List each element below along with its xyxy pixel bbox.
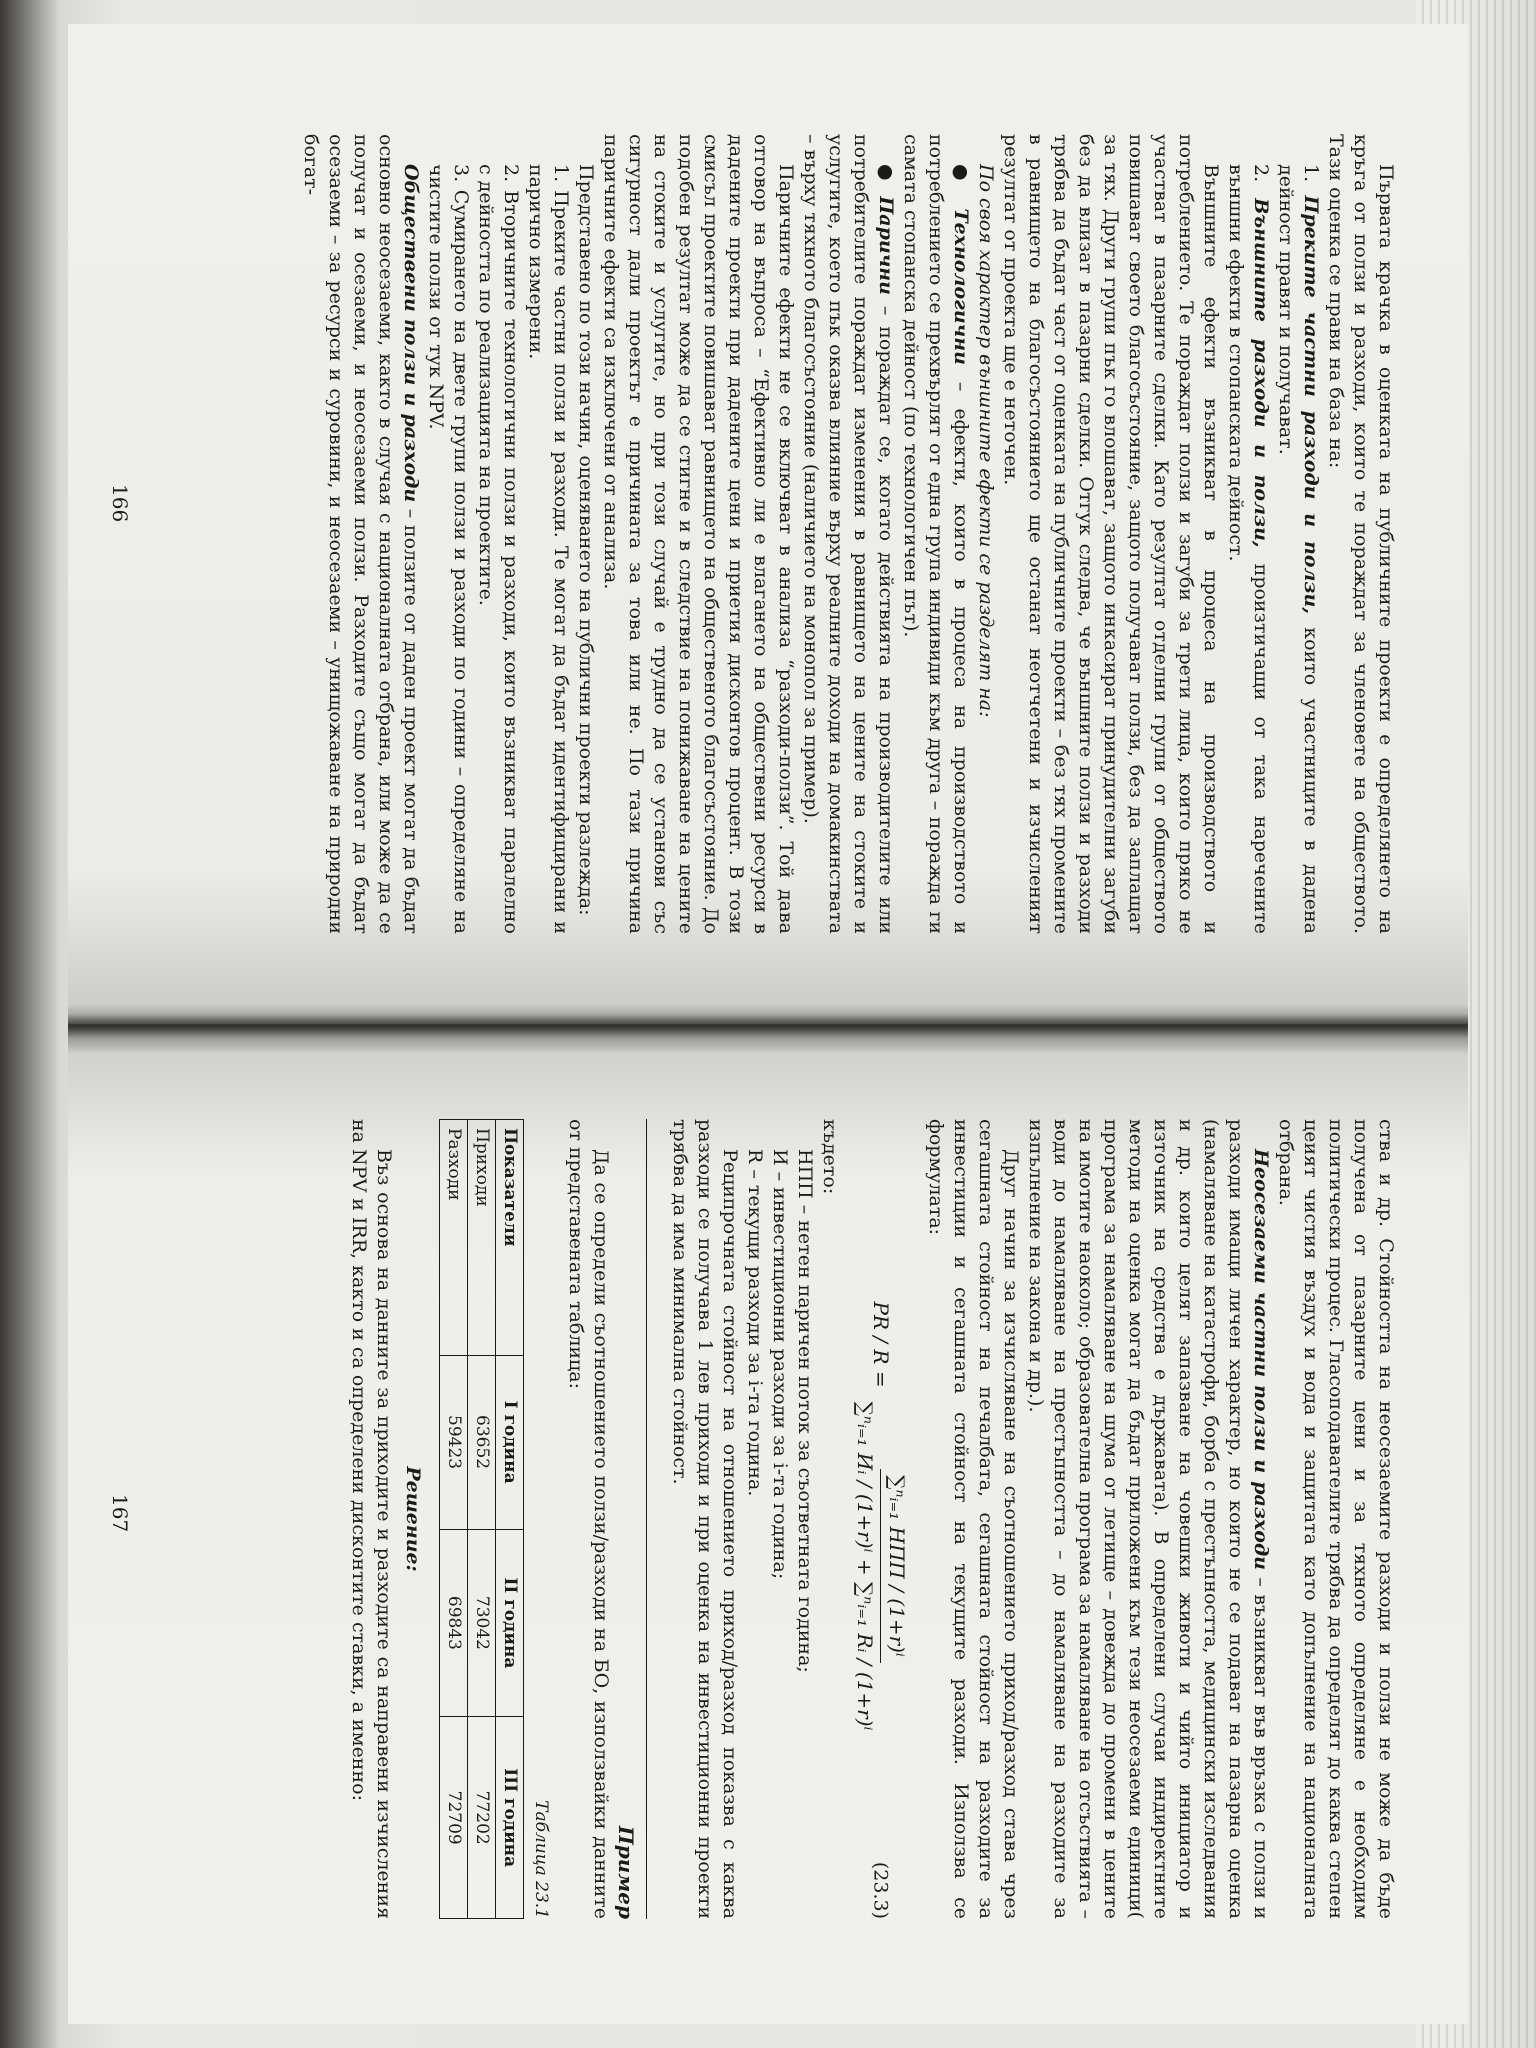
bold-term: Неосезаеми частни ползи и разходи: [1250, 1149, 1272, 1570]
table-header: I година: [496, 1355, 524, 1529]
paragraph-italic: По своя характер външните ефекти се разделят на:: [975, 164, 997, 718]
table-caption: Таблица 23.1: [531, 1800, 551, 1919]
bold-term: Обществени ползи и разходи: [400, 164, 422, 503]
paragraph: ства и др. Стойността на неосезаемите разходи и ползи не може да бъде получена от пазарните цени и за тяхното определяне е необходим политически процес. Гласоподавателите трябва да определят до каква степен цеият чистия въздух и вода и защитата като допълнение на националната отбрана.: [1275, 1119, 1397, 1919]
book-spine: [68, 1014, 1468, 1038]
paragraph: [1023, 1119, 1273, 1919]
paragraph: Външните ефекти възникват в процеса на производството и потреблението. Те пораждат ползи и загуби за трети лица, които пряко не участват в пазарните сделки. Като резултат отделни групи от обществото повишават своето благосъстояние, защото получават ползи, без да заплащат за тях. Други групи пък го влошават, защото инкасират принудителни загуби без да влизат в пазарни сделки. Отгук следва, че външните ползи и разходи трябва да бъдат част от оценката на публичните проекти – без тях промените в равнището на благосъстоянието ще останат неотчетени и изчисленият резултат от проекта ще е неточен.: [1000, 134, 1222, 934]
paragraph: Паричните ефекти не се включват в анализа “разходи-ползи”. Той дава отговор на въпроса – “Ефективно ли е влагането на обществени ресурси в дадените проекти при дадените цени и приетия дисконтов процент. В този смисъл проектите повишават равнището на общественото благосъстояние. До подобен резултат може да се стигне и в следствие на понижаване на цените на стоките и услугите, но при този случай е трудно да се установи със сигурност дали проектът е причината за това или не. По тази причина паричните ефекти са изключени от анализа.: [600, 134, 797, 934]
table-row: [468, 1120, 496, 1919]
table-cell: 63652: [468, 1355, 496, 1529]
table-header: III година: [496, 1717, 524, 1919]
table-cell: 72709: [440, 1717, 468, 1919]
list-text: които участниците в дадена дейност правят и получават.: [1275, 164, 1322, 935]
paragraph: Да се определи съотношението ползи/разходи на БО, използвайки данните от представената таблица:: [565, 1119, 612, 1919]
list-number: 1.: [1300, 164, 1322, 183]
paragraph: Реципрочната стойност на отношението приход/разход показва с каква разходи се получава 1 лев приходи и при оценка на инвестиционни проекти трябва да има минимална стойност.: [669, 1119, 741, 1919]
formula-term: ∑ⁿᵢ₌₁ Rᵢ / (1+r)ⁱ: [853, 1582, 877, 1731]
bullet-text: – ефекти, които в процеса на производството и потреблението се прехвърлят от една група индивиди към друга – поражда ги самата стопанска дейност (по технологичен път).: [900, 134, 972, 935]
paragraph: Представено по този начин, оценяването на публични проекти разлежда:: [575, 164, 597, 916]
table-cell: Разходи: [440, 1120, 468, 1356]
page-number: 166: [108, 484, 132, 523]
example-heading: Пример: [614, 1825, 638, 1919]
bullet-item: [898, 134, 973, 934]
bold-term: Външните разходи и ползи,: [1250, 198, 1272, 548]
paragraph: [298, 134, 423, 934]
bold-term: Технологични: [950, 208, 972, 365]
list-item: 2. Вторичните технологични ползи и разходи, които възникват паралелно с дейността по реализацията на проектите.: [475, 164, 522, 934]
page-number: 167: [108, 1494, 132, 1533]
list-item: [1273, 134, 1323, 934]
table-header: II година: [496, 1529, 524, 1717]
paragraph: Друг начин за изчисляване на съотношението приход/разход става чрез сегашната стойност на печалбата, сегашната стойност на разходите за инвестиции и сегашната стойност на текущите разходи. Използва се формулата:: [925, 1119, 1022, 1919]
data-table: [439, 1119, 524, 1919]
paragraph: Първата крачка в оценката на публичните проекти е определянето на кръга от ползи и разходи, които те пораждат за членовете на обществото. Тази оценка се прави на база на:: [1325, 134, 1397, 934]
definition: R – текущи разходи за i-та година.: [744, 1149, 766, 1497]
open-book: [68, 24, 1468, 2024]
list-item: 1. Преките частни ползи и разходи. Те могат да бъдат идентифицирани и парично измерени.: [525, 164, 572, 934]
formula-23-3: [852, 1119, 909, 1919]
paragraph: Въз основа на данните за приходите и разходите са направени изчисления на NPV и IRR, както и са определени дисконтите ставки, а именно:: [348, 1119, 395, 1919]
list-item: [1223, 134, 1273, 934]
section-divider: [646, 1119, 647, 1919]
table-header: Показатели: [496, 1120, 524, 1356]
bold-term: Парични: [875, 196, 897, 295]
formula-fraction: [852, 1396, 909, 1737]
right-page-text: [346, 1119, 1398, 1919]
formula-numerator: ∑ⁿᵢ₌₁ НПП / (1+r)ⁱ: [880, 1469, 909, 1663]
definition: НПП – нетен паричен поток за съответната година;: [794, 1149, 816, 1673]
list-number: 2.: [1250, 164, 1272, 183]
table-header-row: [496, 1120, 524, 1919]
right-page: [68, 1024, 1468, 2024]
list-item: 3. Сумирането на двете групи ползи и разходи по години – определяне на чистите ползи от тук NPV.: [425, 164, 472, 934]
table-row: [440, 1120, 468, 1919]
paragraph-text: – възникват във връзка с ползи и разходи имащи личен характер, но които не се подават на пазарна оценка (намаляване на катастрофи, борба с престъпността, медицински изследвания и др. които целят запазване на човешки животи и чийто инициатор и източник на средства е държавата). В определени случаи индиректните методи на оценка могат да бъдат приложени към тези неосезаеми единици( програма за намаляване на шума от летище – довежда до промени в цените на имотите наоколо; образователна програма за намаляване на отсъствията – води до намаляване на престъпността – до намаляване на разходите за изпълнение на закона и др.).: [1025, 1119, 1272, 1919]
bullet-icon: ●: [950, 164, 972, 209]
table-cell: 77202: [468, 1717, 496, 1919]
bullet-text: – пораждат се, когато действията на производителите или потребителите пораждат изменения в равнището на цените на стоките и услугите, което пък оказва влияние върху реалните доходи на домакинствата – върху тяхното благосъстояние (наличието на монопол за пример).: [800, 134, 897, 935]
bold-term: Преките частни разходи и ползи,: [1300, 195, 1322, 614]
list-text: произтичащи от така наречените външни ефекти в стопанската дейност.: [1225, 164, 1272, 934]
formula-term: ∑ⁿᵢ₌₁ Иᵢ / (1+r)ⁱ: [853, 1401, 877, 1553]
equation-number: (23.3): [870, 1861, 892, 1919]
bullet-item: [798, 134, 898, 934]
formula-denominator: [852, 1396, 880, 1737]
paragraph-text: – ползите от даден проект могат да бъдат основно неосезаеми, както в случая с националната отбрана, или може да се получат и осезаеми, и неосезаеми ползи. Разходите също могат да бъдат осезаеми – за ресурси и суровини, и неосезаеми – унищожаване на природни богат-: [300, 134, 422, 934]
table-cell: 59423: [440, 1355, 468, 1529]
table-cell: Приходи: [468, 1120, 496, 1356]
formula-operator: +: [853, 1558, 877, 1576]
left-page-text: [298, 134, 1398, 934]
solution-heading: Решение:: [402, 1466, 424, 1572]
where-label: където:: [819, 1119, 841, 1195]
formula-lhs: PR / R =: [869, 1301, 893, 1388]
bullet-icon: ●: [875, 164, 897, 197]
table-cell: 69843: [440, 1529, 468, 1717]
definition: И – инвестиционни разходи за i-та година;: [769, 1149, 791, 1580]
table-cell: 73042: [468, 1529, 496, 1717]
left-page: [68, 24, 1468, 1024]
